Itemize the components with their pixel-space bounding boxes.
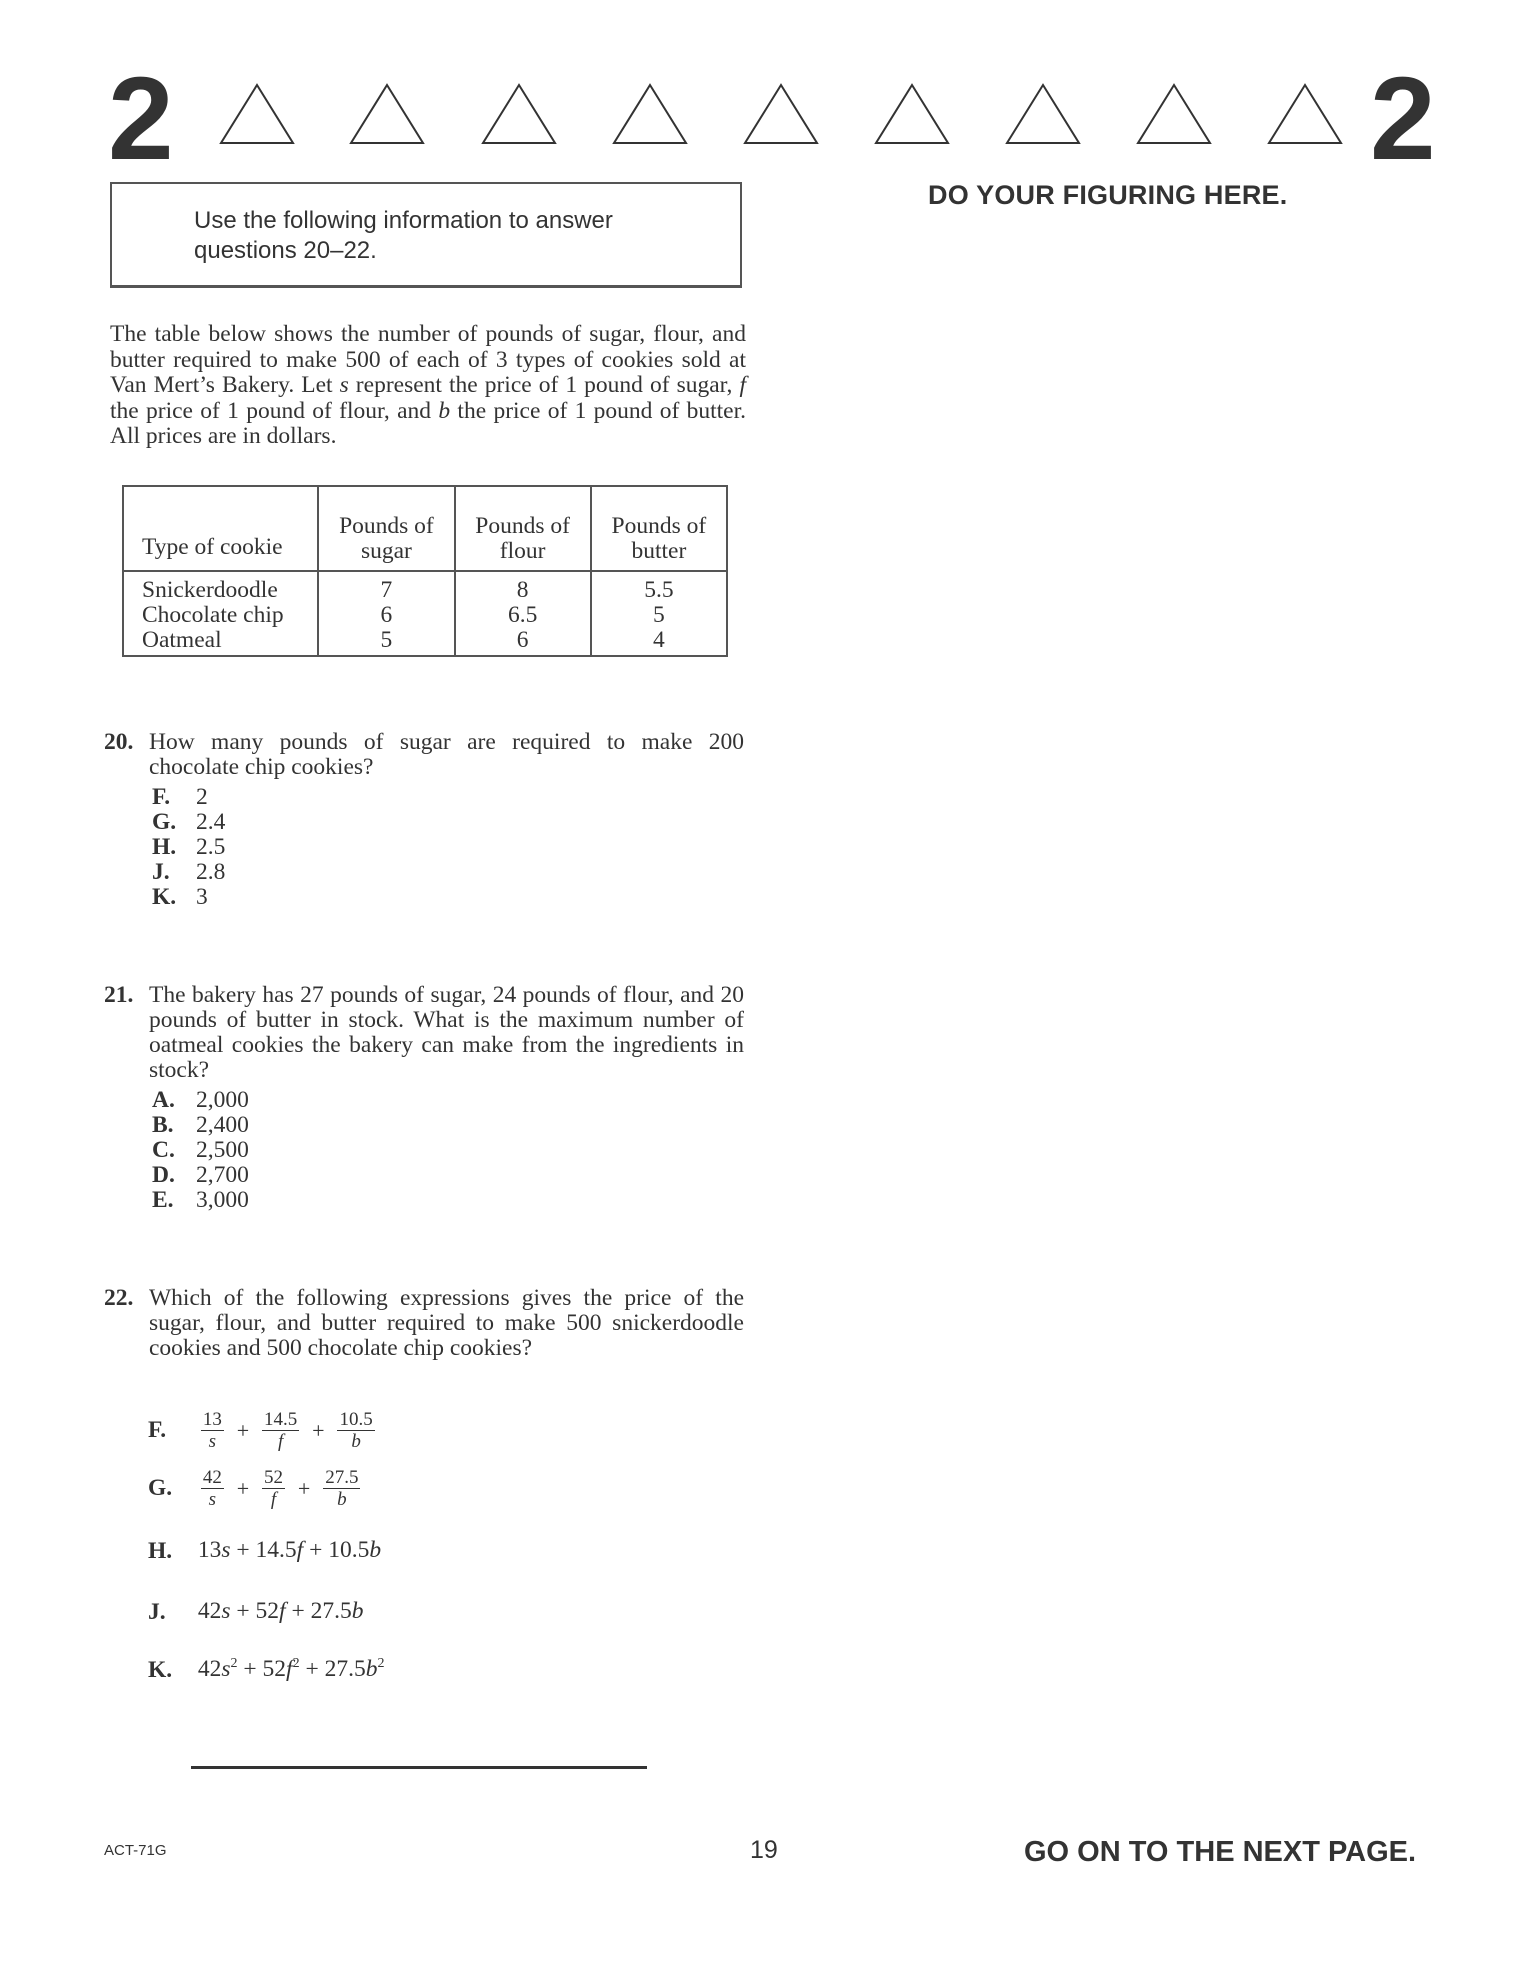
triangle-icon [873, 82, 951, 146]
section-number-left: 2 [108, 53, 174, 185]
answer-option-k[interactable]: K. 3 [152, 884, 208, 910]
fraction: $\frac{42}{s}$ [202, 1467, 222, 1510]
table-row [123, 571, 727, 656]
fraction: $\frac{27.5}{b}$ [325, 1467, 359, 1510]
answer-option-j[interactable]: J. 42s + 52f + 27.5b [148, 1598, 364, 1626]
cookie-table [122, 485, 728, 657]
go-on-label: GO ON TO THE NEXT PAGE. [1024, 1836, 1417, 1868]
cookie-name: Chocolate chip [142, 602, 284, 628]
question-text: The bakery has 27 pounds of sugar, 24 pounds of flour, and 20 pounds of butter in stock. What is the maximum number of oatmeal cookies the bakery can make from the ingredients in stock? [149, 982, 744, 1083]
figuring-label: DO YOUR FIGURING HERE. [928, 180, 1288, 210]
cookie-name: Snickerdoodle [142, 577, 278, 603]
question-text: How many pounds of sugar are required to make 200 chocolate chip cookies? [149, 729, 744, 780]
section-number-right: 2 [1370, 53, 1436, 185]
answer-option-h[interactable]: H. 13s + 14.5f + 10.5b [148, 1537, 382, 1565]
butter-value: 4 [653, 627, 665, 653]
flour-value: 6.5 [507, 602, 538, 628]
cookie-names-cell [123, 571, 318, 656]
answer-option-a[interactable]: A. 2,000 [152, 1087, 249, 1113]
butter-value: 5.5 [644, 577, 674, 603]
info-box [110, 182, 742, 288]
sugar-value: 6 [380, 602, 393, 628]
fraction: $\frac{13}{s}$ [202, 1409, 222, 1452]
answer-options [152, 785, 744, 910]
form-code: ACT-71G [104, 1842, 167, 1859]
triangle-icon [218, 82, 296, 146]
triangle-icon [1135, 82, 1213, 146]
triangle-icon [742, 82, 820, 146]
answer-option-f[interactable]: F. 2 [152, 784, 208, 810]
header-sugar: Pounds of sugar [318, 486, 454, 571]
answer-options [152, 1088, 744, 1213]
answer-option-k[interactable]: K. $42s^2 + 52f^2 + 27.5b^2$ [148, 1656, 385, 1684]
question-text: Which of the following expressions gives the price of the sugar, flour, and butter required to make 500 snickerdoodle cookies and 500 chocolate chip cookies? [149, 1285, 744, 1361]
question-number: 20. [104, 729, 134, 755]
intro-paragraph: The table below shows the number of pounds of sugar, flour, and butter required to make 500 of each of 3 types of cookies sold at Van Mert’s Bakery. Let s represent the price of 1 pound of sugar, f the price of 1 pound of flour, and b the price of 1 pound of butter. All prices are in dollars. [110, 321, 746, 449]
triangle-icon [1266, 82, 1344, 146]
triangle-icon [348, 82, 426, 146]
question-20 [104, 730, 744, 910]
flour-value: 6 [516, 627, 529, 653]
fraction: $\frac{14.5}{f}$ [264, 1409, 298, 1452]
question-22 [104, 1286, 744, 1361]
answer-option-e[interactable]: E. 3,000 [152, 1187, 249, 1213]
flour-values-cell [455, 571, 591, 656]
answer-option-g[interactable]: G. 2.4 [152, 809, 226, 835]
table-header-row [123, 486, 727, 571]
cookie-name: Oatmeal [142, 627, 222, 653]
sugar-value: 7 [380, 577, 393, 603]
answer-option-f[interactable]: F. $\frac{13}{s}$ + $\frac{14.5}{f}$ + $\frac{10.5}{b}$ [148, 1409, 373, 1452]
divider-rule [191, 1766, 647, 1769]
header-flour: Pounds of flour [455, 486, 591, 571]
answer-option-h[interactable]: H. 2.5 [152, 834, 226, 860]
flour-value: 8 [516, 577, 529, 603]
butter-values-cell [591, 571, 727, 656]
question-number: 22. [104, 1285, 134, 1311]
butter-value: 5 [653, 602, 665, 628]
answer-option-c[interactable]: C. 2,500 [152, 1137, 249, 1163]
header-butter: Pounds of butter [591, 486, 727, 571]
fraction: $\frac{52}{f}$ [264, 1467, 284, 1510]
question-21 [104, 983, 744, 1213]
answer-option-g[interactable]: G. $\frac{42}{s}$ + $\frac{52}{f}$ + $\frac{27.5}{b}$ [148, 1467, 359, 1510]
info-line-1: Use the following information to answer [194, 207, 613, 234]
answer-option-b[interactable]: B. 2,400 [152, 1112, 249, 1138]
triangle-icon [480, 82, 558, 146]
triangle-icon [1004, 82, 1082, 146]
fraction: $\frac{10.5}{b}$ [339, 1409, 373, 1452]
question-number: 21. [104, 982, 134, 1008]
sugar-value: 5 [380, 627, 393, 653]
header-type: Type of cookie [123, 486, 318, 571]
page-number: 19 [750, 1836, 778, 1864]
answer-option-j[interactable]: J. 2.8 [152, 859, 226, 885]
triangle-icon [611, 82, 689, 146]
answer-option-d[interactable]: D. 2,700 [152, 1162, 249, 1188]
sugar-values-cell [318, 571, 454, 656]
info-line-2: questions 20–22. [194, 237, 377, 264]
